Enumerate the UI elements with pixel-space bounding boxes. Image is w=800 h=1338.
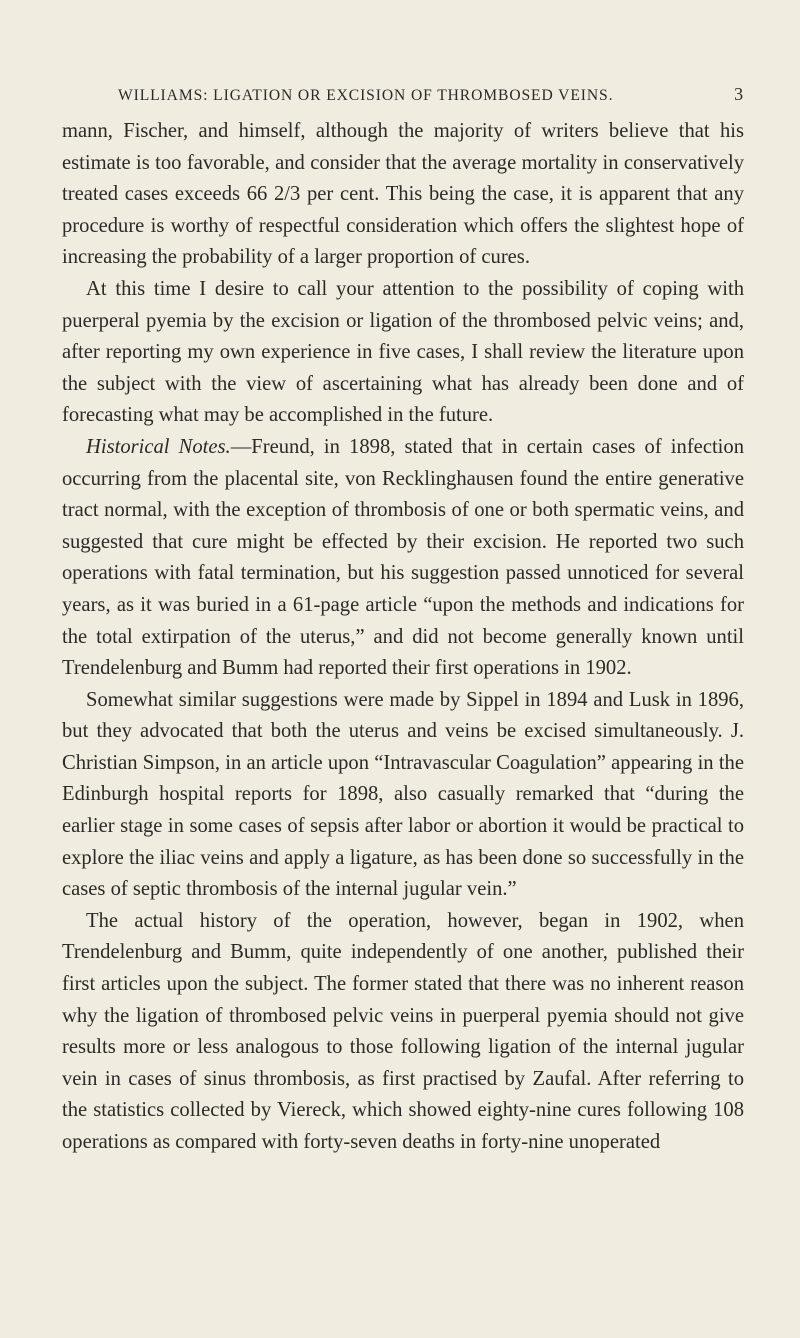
body-text [62, 116, 744, 1159]
paragraph-2: At this time I desire to call your attention to the possibility of coping with puerperal pyemia by the excision or ligation of the thrombosed pelvic veins; and, after reporting my own experience in five cases, I shall review the literature upon the subject with the view of ascertaining what has already been done and of forecasting what may be accomplished in the future. [62, 277, 744, 427]
page-number: 3 [734, 84, 744, 104]
running-header [118, 84, 744, 108]
paragraph-3 [62, 432, 744, 685]
paragraph-5: The actual history of the operation, however, began in 1902, when Trendelenburg and Bumm, quite independently of one another, published their first articles upon the subject. The former stated that there was no inherent reason why the ligation of thrombosed pelvic veins in puerperal pyemia should not give results more or less analogous to those following ligation of the internal jugular vein in cases of sinus thrombosis, as first practised by Zaufal. After referring to the statistics collected by Viereck, which showed eighty-nine cures following 108 operations as compared with forty-seven deaths in forty-nine unoperated [62, 909, 744, 1153]
running-title: WILLIAMS: LIGATION OR EXCISION OF THROMBOSED VEINS. [118, 87, 614, 104]
paragraph-3-text: —Freund, in 1898, stated that in certain cases of infection occurring from the placental site, von Recklinghausen found the entire generative tract normal, with the exception of thrombosis of one or both spermatic veins, and suggested that cure might be effected by their excision. He reported two such operations with fatal termination, but his suggestion passed unnoticed for several years, as it was buried in a 61-page article “upon the methods and indications for the total extirpation of the uterus,” and did not become generally known until Trendelenburg and Bumm had reported their first operations in 1902. [62, 435, 744, 680]
paragraph-1: mann, Fischer, and himself, although the majority of writers believe that his estimate is too favorable, and consider that the average mortality in conservatively treated cases exceeds 66 2/3 per cent. This being the case, it is apparent that any procedure is worthy of respectful consideration which offers the slightest hope of increasing the probability of a larger proportion of cures. [62, 120, 744, 269]
paragraph-4: Somewhat similar suggestions were made by Sippel in 1894 and Lusk in 1896, but they advocated that both the uterus and veins be excised simultaneously. J. Christian Simpson, in an article upon “Intravascular Coagulation” appearing in the Edinburgh hospital reports for 1898, also casually remarked that “during the earlier stage in some cases of sepsis after labor or abortion it would be practical to explore the iliac veins and apply a ligature, as has been done so successfully in the cases of septic thrombosis of the internal jugular vein.” [62, 688, 744, 901]
section-heading-historical-notes: Historical Notes. [86, 435, 231, 458]
